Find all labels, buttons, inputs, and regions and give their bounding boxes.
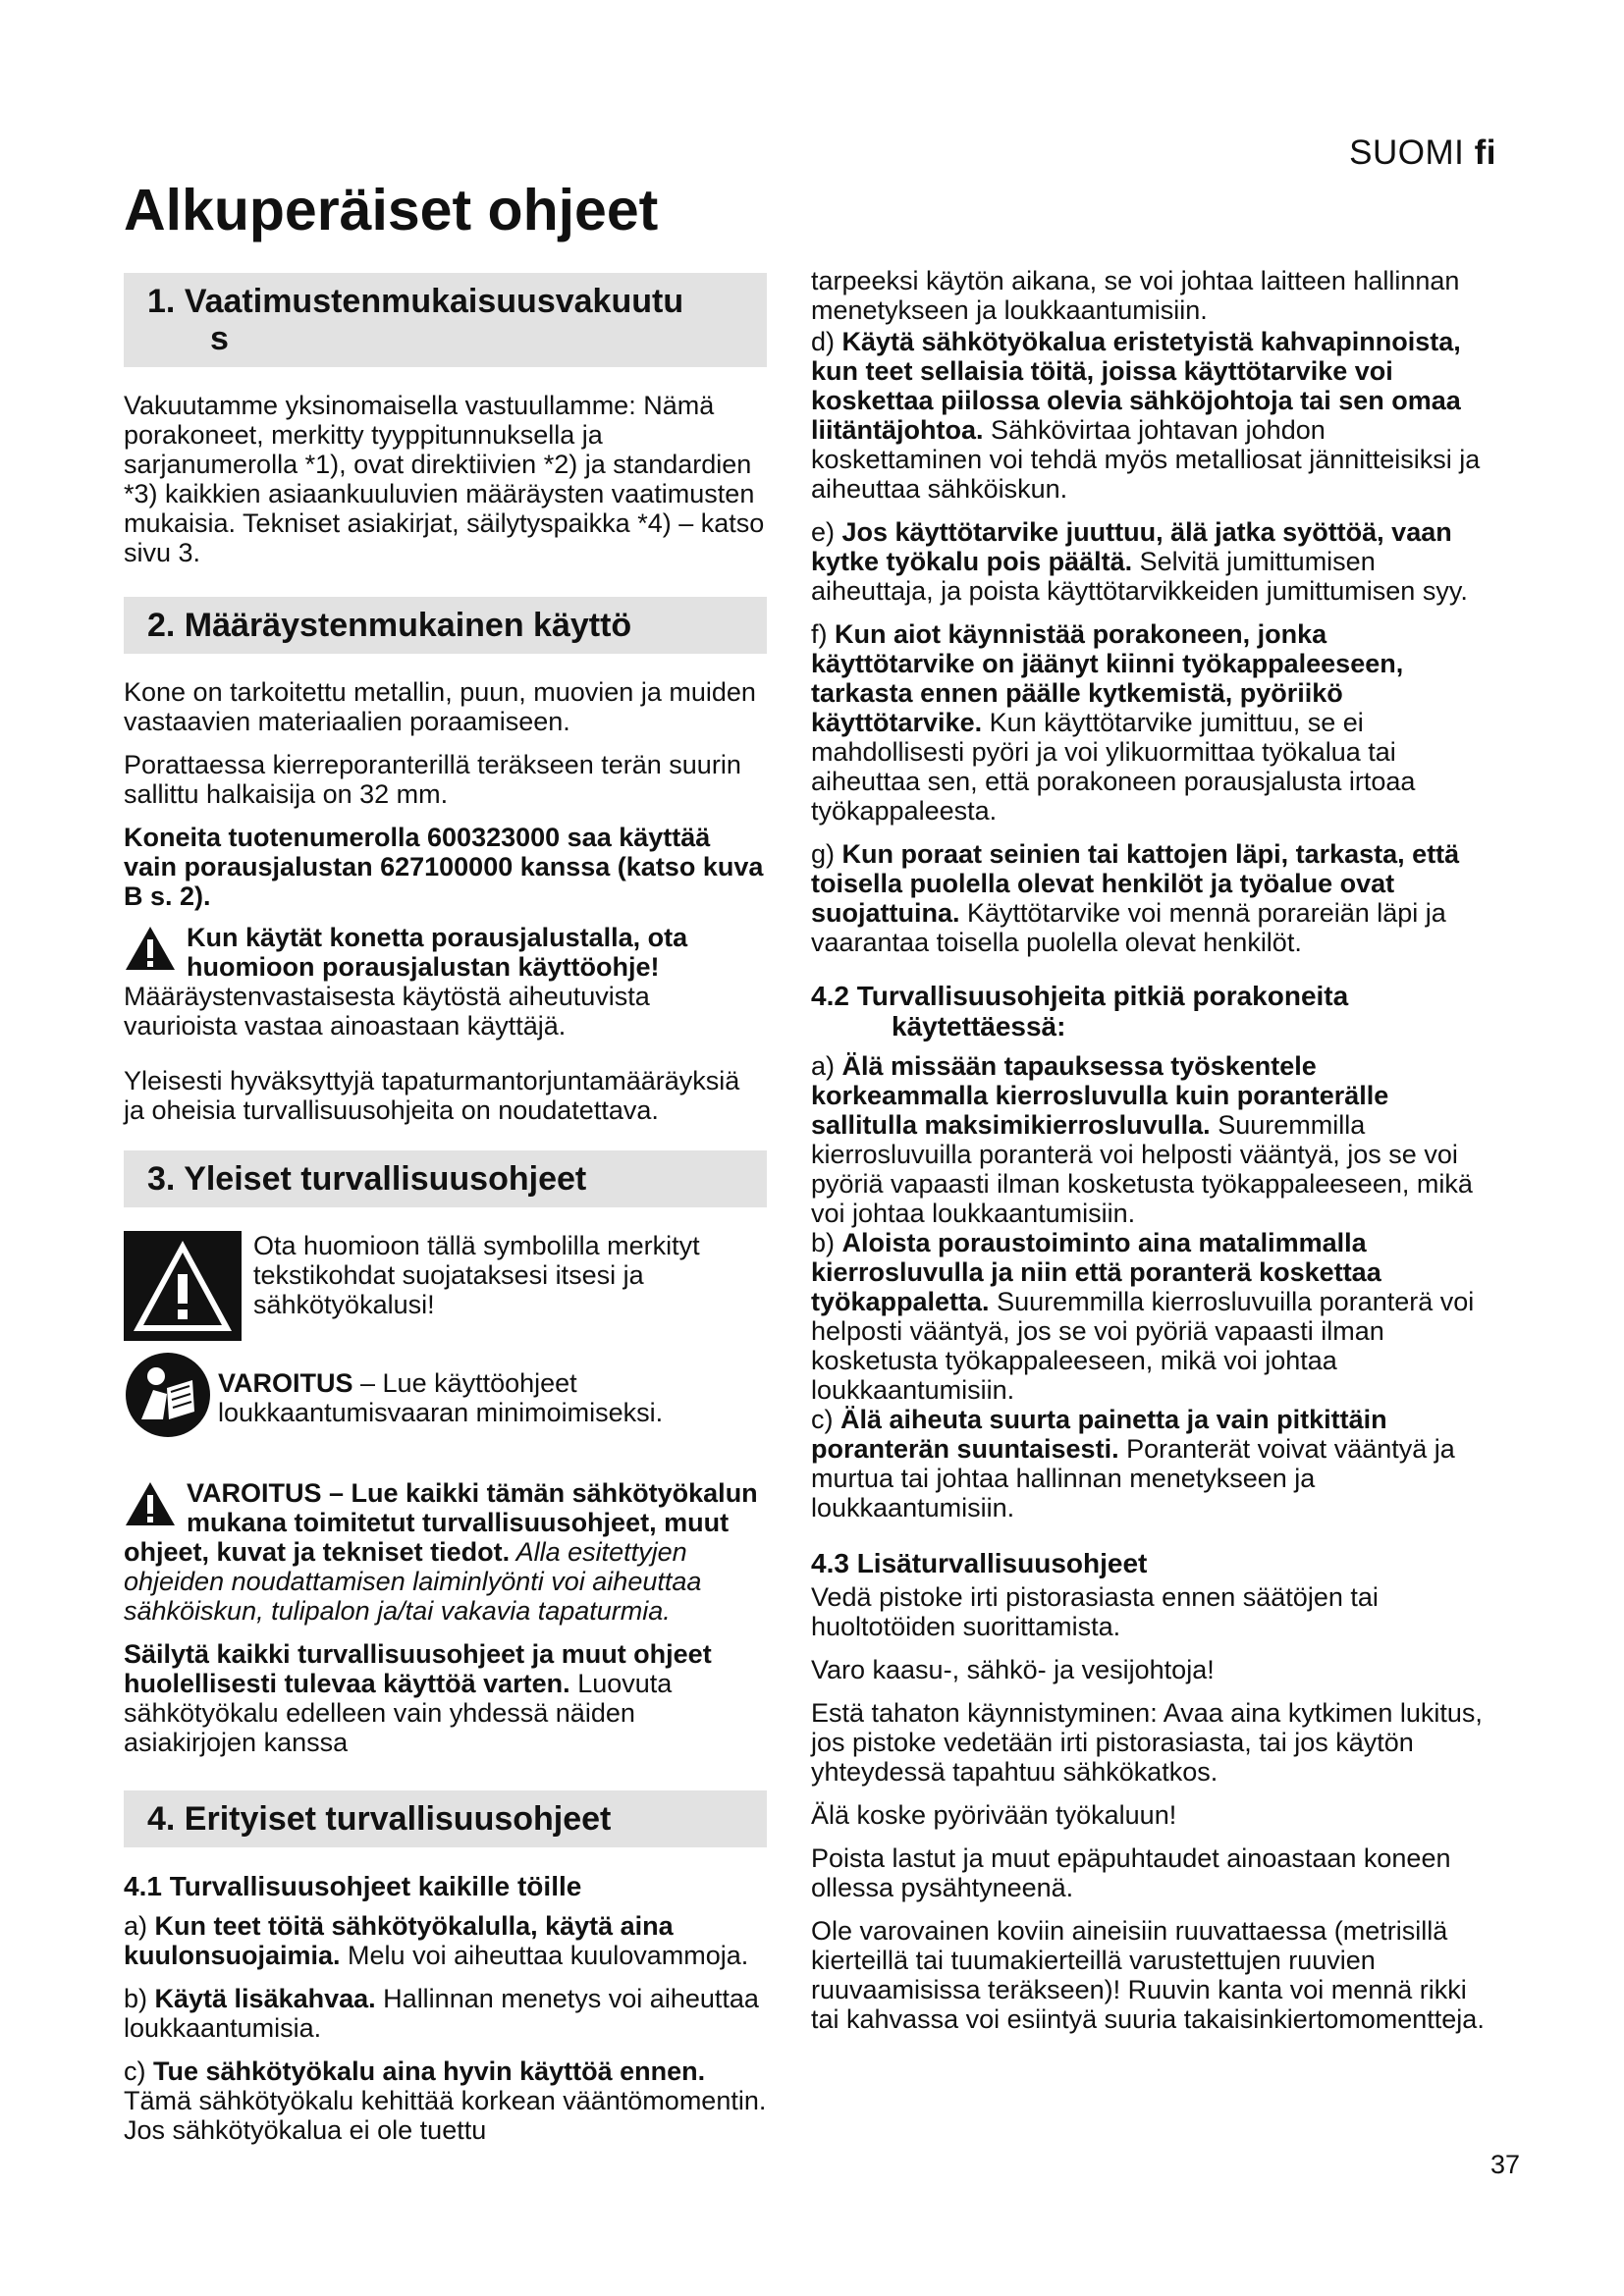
section-1-number: 1. <box>147 283 176 320</box>
rule-bold: Älä aiheuta suurta painetta ja vain pitkittäin poranterän suuntaisesti. <box>811 1405 1387 1464</box>
rule-text: Melu voi aiheuttaa kuulovammoja. <box>340 1941 749 1970</box>
rule-bold: Käytä lisäkahvaa. <box>154 1984 376 2013</box>
section-3-heading: 3. Yleiset turvallisuusohjeet <box>124 1150 767 1207</box>
keep-instructions <box>124 1639 767 1757</box>
rule-4-2-c <box>811 1405 1489 1522</box>
rule-label: a) <box>124 1911 155 1941</box>
rule-4-1-e <box>811 517 1489 606</box>
section-1-text: Vakuutamme yksinomaisella vastuullamme: Nämä porakoneet, merkitty tyyppitunnuksella ja sarjanumerolla *1), ovat direktiivien *2) ja standardien *3) kaikkien asiaankuuluvien määräysten vaatimusten mukaisia. Tekniset asiakirjat, säilytyspaikka *4) – katso sivu 3. <box>124 391 765 567</box>
section-2-p1: Kone on tarkoitettu metallin, puun, muovien ja muiden vastaavien materiaalien poraamiseen. <box>124 677 756 736</box>
read-manual-text <box>218 1351 767 1427</box>
symbol-explanation <box>124 1231 767 1341</box>
rule-label: b) <box>811 1228 842 1257</box>
general-warning-italic: Alla esitettyjen ohjeiden noudattamisen laiminlyönti voi aiheuttaa sähköiskun, tulipalon ja/tai vakavia tapaturmia. <box>124 1537 702 1626</box>
rule-bold: Kun teet töitä sähkötyökalulla, käytä aina kuulonsuojaimia. <box>124 1911 674 1970</box>
rule-text: Suuremmilla kierrosluvuilla poranterä voi helposti vääntyä, jos se voi pyöriä vapaasti ilman kosketusta työkappaleeseen, mikä voi johtaa loukkaantumisiin. <box>811 1110 1473 1228</box>
read-manual-desc: – Lue käyttöohjeet loukkaantumisvaaran minimoimiseksi. <box>218 1368 664 1427</box>
section-4-2-title-line1: 4.2 Turvallisuusohjeita pitkiä porakoneita <box>811 981 1349 1011</box>
keep-instructions-text: Luovuta sähkötyökalu edelleen vain yhdessä näiden asiakirjojen kanssa <box>124 1669 673 1757</box>
rule-bold: Tue sähkötyökalu aina hyvin käyttöä ennen. <box>153 2056 706 2086</box>
extra-safety-p2: Varo kaasu-, sähkö- ja vesijohtoja! <box>811 1655 1215 1684</box>
section-2-p5: Yleisesti hyväksyttyjä tapaturmantorjuntamääräyksiä ja oheisia turvallisuusohjeita on noudatettava. <box>124 1066 740 1125</box>
rule-label: d) <box>811 327 842 356</box>
read-manual-warning: VAROITUS <box>218 1368 353 1398</box>
warning-icon <box>124 925 177 972</box>
rule-text: Suuremmilla kierrosluvuilla poranterä voi helposti vääntyä, jos se voi pyöriä vapaasti ilman kosketusta työkappaleeseen, mikä voi johtaa loukkaantumisiin. <box>811 1287 1475 1405</box>
rule-text: Hallinnan menetys voi aiheuttaa loukkaantumisia. <box>124 1984 759 2043</box>
language-code: fi <box>1474 133 1496 172</box>
rule-text: Tämä sähkötyökalu kehittää korkean vääntömomentin. Jos sähkötyökalua ei ole tuettu <box>124 2086 767 2145</box>
rule-text: Poranterät voivat vääntyä ja murtua tai johtaa hallinnan menetykseen ja loukkaantumisiin. <box>811 1434 1455 1522</box>
language-label <box>1349 133 1496 173</box>
section-4-1-title: 4.1 Turvallisuusohjeet kaikille töille <box>124 1871 582 1901</box>
read-manual-icon <box>124 1351 212 1439</box>
rule-text: Käyttötarvike voi mennä porareiän läpi ja vaarantaa toisella puolella olevat henkilöt. <box>811 898 1446 957</box>
warning-symbol-icon <box>124 1231 242 1341</box>
rule-4-1-c <box>124 2056 767 2145</box>
rule-text: Sähkövirtaa johtavan johdon koskettaminen voi tehdä myös metalliosat jännitteisiksi ja aiheuttaa sähköiskun. <box>811 415 1481 504</box>
language-name: SUOMI <box>1349 133 1465 172</box>
rule-4-1-b <box>124 1984 767 2043</box>
rule-4-2-b <box>811 1228 1489 1405</box>
page-number: 37 <box>1489 2150 1520 2179</box>
left-column <box>124 273 767 2159</box>
section-1-title-line2: s <box>210 320 229 357</box>
rule-4-1-c-continued: tarpeeksi käytön aikana, se voi johtaa laitteen hallinnan menetykseen ja loukkaantumisiin. <box>811 266 1460 325</box>
section-2-warning-text: Kun käytät konetta porausjalustalla, ota huomioon porausjalustan käyttöohje! <box>187 923 688 982</box>
section-1-heading <box>124 273 767 367</box>
rule-4-1-a <box>124 1911 767 1970</box>
rule-bold: Älä missään tapauksessa työskentele korkeammalla kierrosluvulla kuin poranterälle sallitulla maksimikierrosluvulla. <box>811 1051 1389 1140</box>
section-4-2-title <box>811 981 1489 1041</box>
section-4-3-title: 4.3 Lisäturvallisuusohjeet <box>811 1548 1148 1578</box>
rule-bold: Kun aiot käynnistää porakoneen, jonka käyttötarvike on jäänyt kiinni työkappaleeseen, tarkasta ennen päälle kytkemistä, pyöriikö käyttötarvike. <box>811 619 1404 737</box>
section-4-2-title-line2: käytettäessä: <box>892 1011 1066 1041</box>
rule-label: a) <box>811 1051 842 1081</box>
general-warning <box>124 1478 767 1626</box>
rule-bold: Jos käyttötarvike juuttuu, älä jatka syöttöä, vaan kytke työkalu pois päältä. <box>811 517 1452 576</box>
rule-bold: Käytä sähkötyökalua eristetyistä kahvapinnoista, kun teet sellaisia töitä, joissa käyttötarvike voi koskettaa piilossa olevia sähköjohtoja tai sen omaa liitäntäjohtoa. <box>811 327 1461 445</box>
extra-safety-p3: Estä tahaton käynnistyminen: Avaa aina kytkimen lukitus, jos pistoke vedetään irti pistorasiasta, tai jos käytön yhteydessä tapahtuu sähkökatkos. <box>811 1698 1483 1787</box>
rule-label: e) <box>811 517 842 547</box>
extra-safety-p4: Älä koske pyörivään työkaluun! <box>811 1800 1177 1830</box>
symbol-explanation-text: Ota huomioon tällä symbolilla merkityt tekstikohdat suojataksesi itsesi ja sähkötyökalusi! <box>253 1231 700 1319</box>
keep-instructions-bold: Säilytä kaikki turvallisuusohjeet ja muut ohjeet huolellisesti tulevaa käyttöä varten. <box>124 1639 712 1698</box>
rule-4-2-a <box>811 1051 1489 1228</box>
section-4-heading: 4. Erityiset turvallisuusohjeet <box>124 1790 767 1847</box>
right-column <box>811 266 1489 2048</box>
rule-label: c) <box>124 2056 153 2086</box>
section-2-heading: 2. Määräystenmukainen käyttö <box>124 597 767 654</box>
rule-4-1-d <box>811 327 1489 504</box>
section-2-p4: Määräystenvastaisesta käytöstä aiheutuvista vaurioista vastaa ainoastaan käyttäjä. <box>124 982 650 1041</box>
section-1-title-line1: Vaatimustenmukaisuusvakuutu <box>184 283 684 320</box>
rule-label: g) <box>811 839 842 869</box>
rule-text: Kun käyttötarvike jumittuu, se ei mahdollisesti pyöri ja voi ylikuormittaa työkalua tai aiheuttaa sen, että porakoneen porausjalusta irtoaa työkappaleesta. <box>811 708 1416 826</box>
extra-safety-p6: Ole varovainen koviin aineisiin ruuvattaessa (metrisillä kierteillä tai tuumakierteillä varustettujen ruuvien ruuvaamisissa teräkseen)! Ruuvin kanta voi mennä rikki tai kahvassa voi esiintyä suuria takaisinkiertomomentteja. <box>811 1916 1485 2034</box>
page-title: Alkuperäiset ohjeet <box>124 178 659 242</box>
drill-stand-note: Koneita tuotenumerolla 600323000 saa käyttää vain porausjalustan 627100000 kanssa (katso kuva B s. 2). <box>124 823 764 911</box>
rule-label: b) <box>124 1984 155 2013</box>
rule-text: Selvitä jumittumisen aiheuttaja, ja poista käyttötarvikkeiden jumittumisen syy. <box>811 547 1468 606</box>
warning-icon <box>124 1480 177 1527</box>
rule-bold: Aloista poraustoiminto aina matalimmalla kierrosluvulla ja niin että poranterä koskettaa työkappaletta. <box>811 1228 1381 1316</box>
general-warning-bold: VAROITUS – Lue kaikki tämän sähkötyökalun mukana toimitetut turvallisuusohjeet, muut ohjeet, kuvat ja tekniset tiedot. <box>124 1478 758 1567</box>
section-2-warning <box>124 923 767 982</box>
rule-4-1-f <box>811 619 1489 826</box>
section-2-p3 <box>124 823 767 911</box>
read-manual-note <box>124 1351 767 1439</box>
rule-label: c) <box>811 1405 840 1434</box>
rule-label: f) <box>811 619 835 649</box>
extra-safety-p5: Poista lastut ja muut epäpuhtaudet ainoastaan koneen ollessa pysähtyneenä. <box>811 1843 1451 1902</box>
extra-safety-p1: Vedä pistoke irti pistorasiasta ennen säätöjen tai huoltotöiden suorittamista. <box>811 1582 1379 1641</box>
rule-bold: Kun poraat seinien tai kattojen läpi, tarkasta, että toisella puolella olevat henkilöt ja työalue ovat suojattuina. <box>811 839 1460 928</box>
rule-4-1-g <box>811 839 1489 957</box>
section-2-p2: Porattaessa kierreporanterillä teräkseen terän suurin sallittu halkaisija on 32 mm. <box>124 750 741 809</box>
